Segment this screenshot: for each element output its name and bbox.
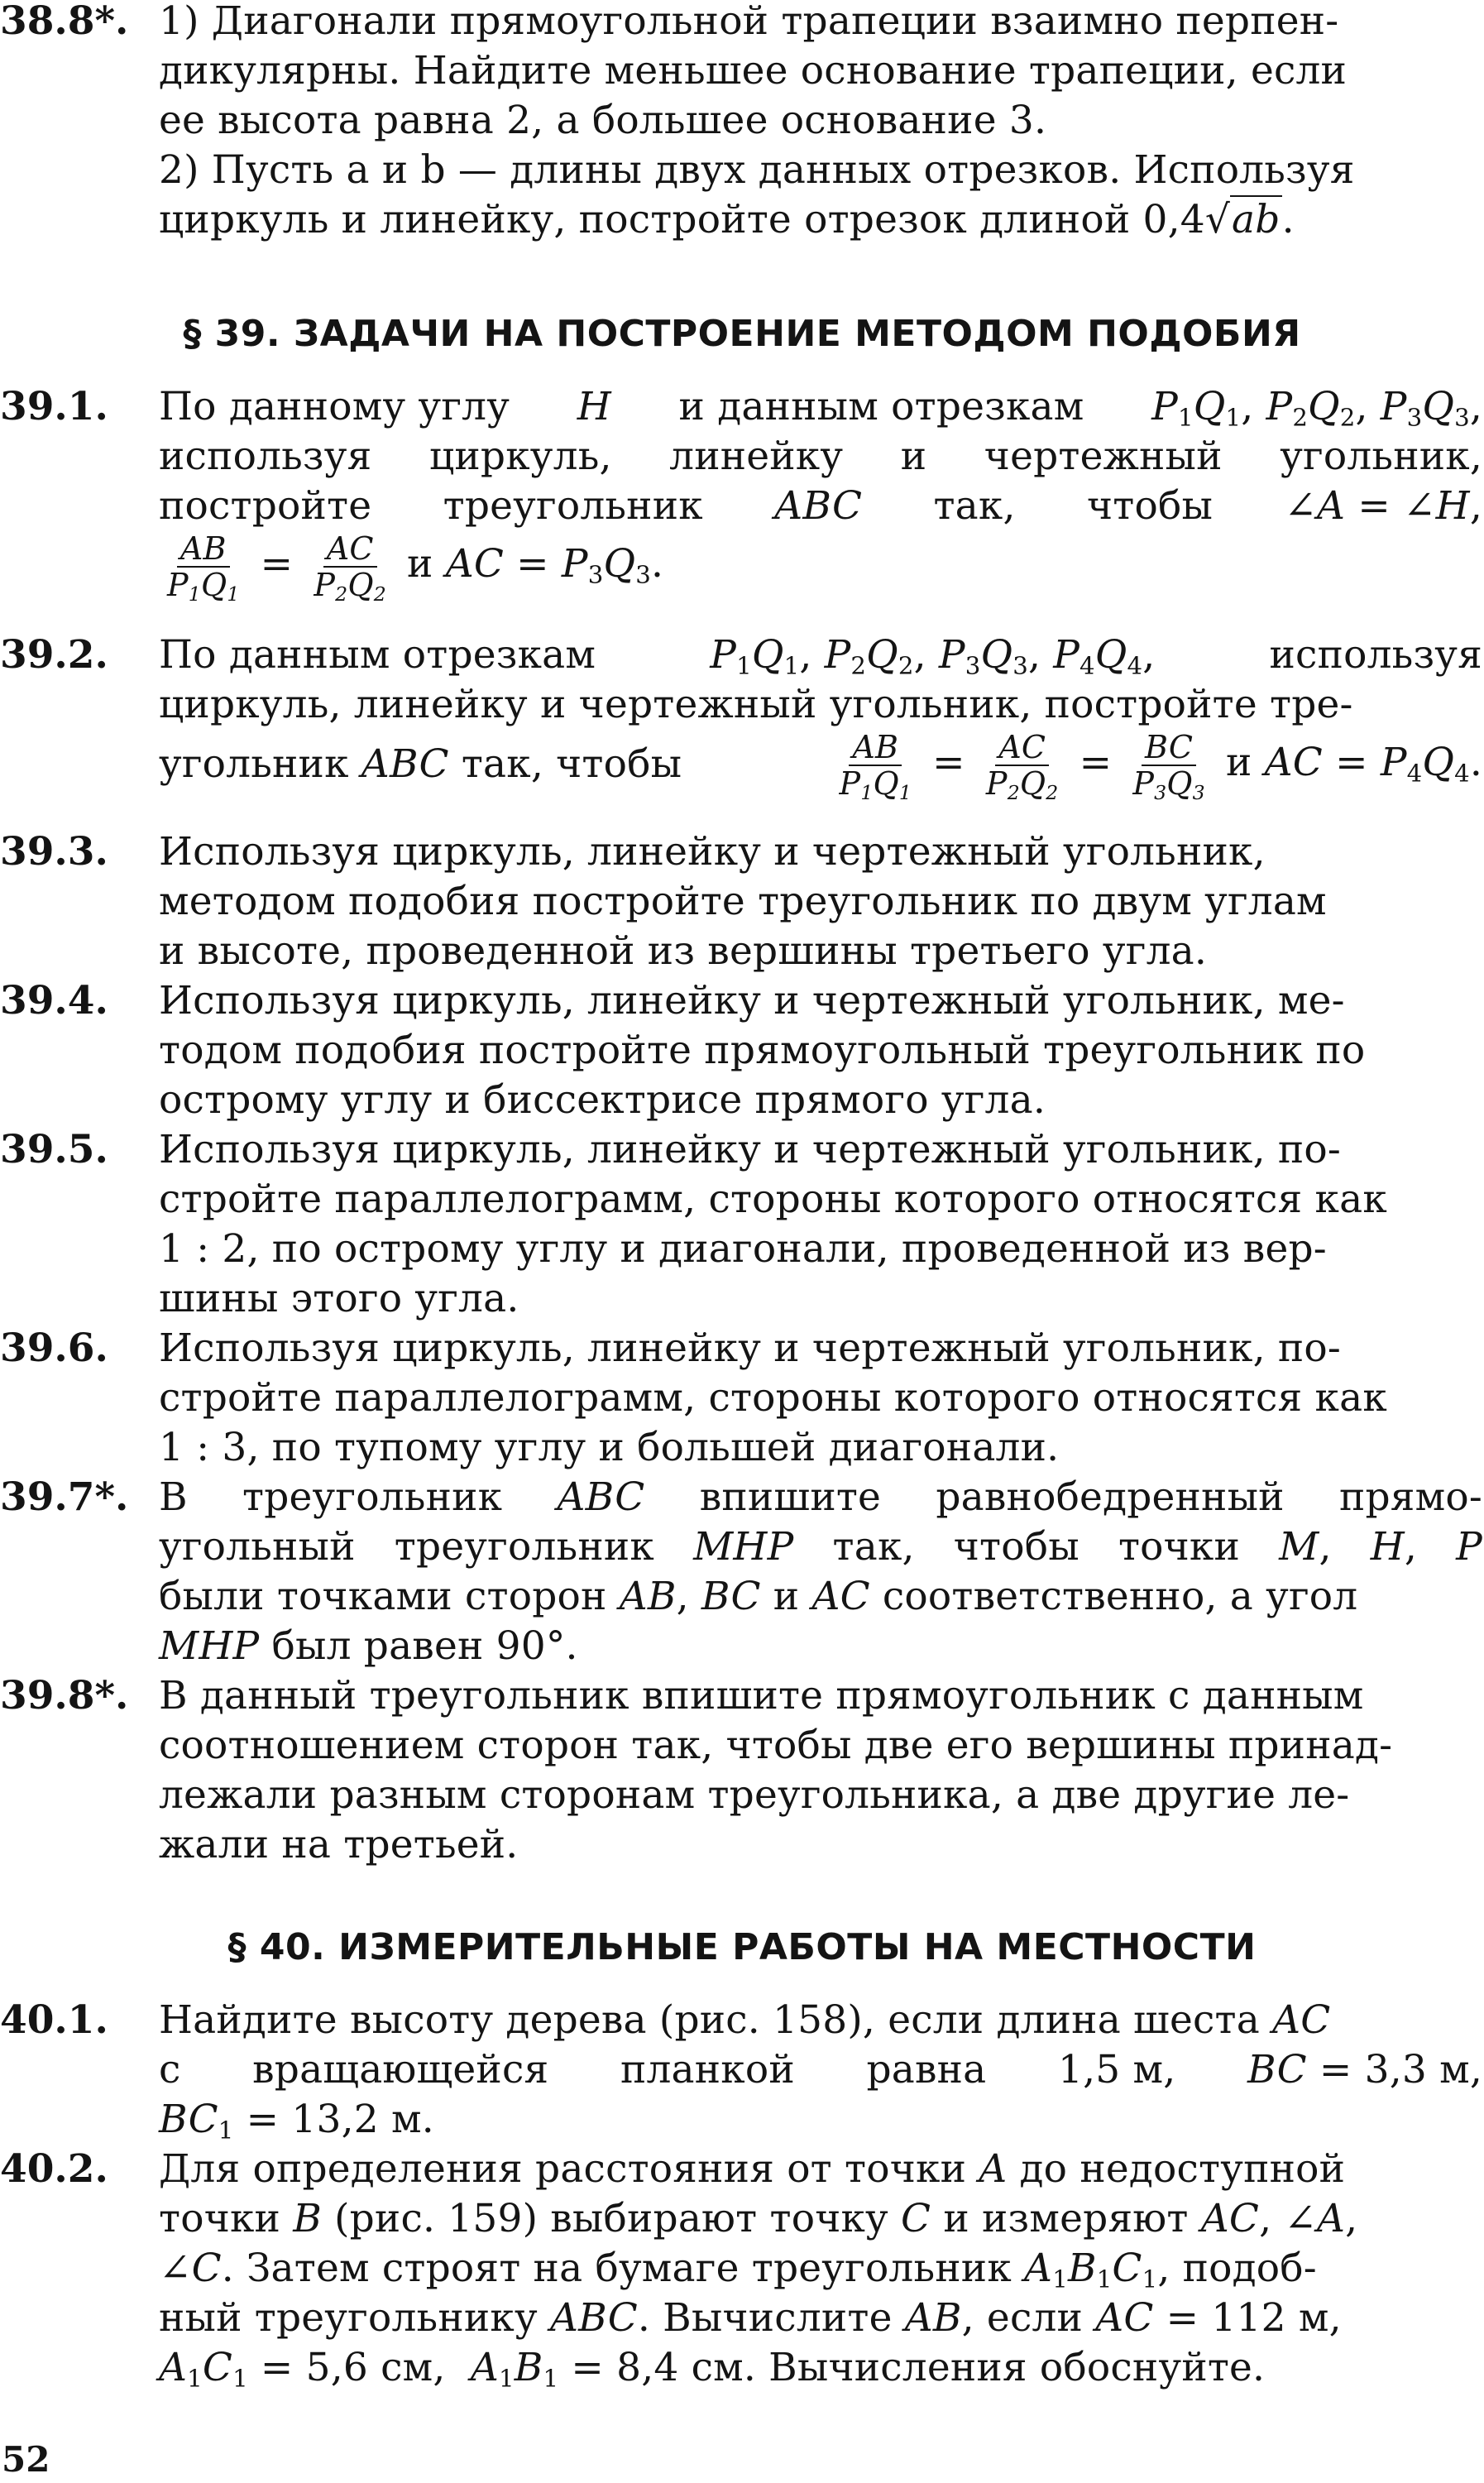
problem-text (159, 976, 1482, 1125)
text-line: Используя циркуль, линейку и чертежный угольник, по- (159, 1127, 1341, 1172)
problem-number: 39.8*. (0, 1673, 129, 1718)
text-line: дикулярны. Найдите меньшее основание трапеции, если (159, 48, 1348, 93)
problem-number: 39.6. (0, 1325, 108, 1371)
text-line: В треугольник ABC впишите равнобедренный прямо- (159, 1474, 1482, 1520)
text-line: шины этого угла. (159, 1276, 519, 1321)
text-line: ∠C. Затем строят на бумаге треугольник $A_1B_1C_1$, подоб- (159, 2246, 1317, 2294)
text-line: Найдите высоту дерева (рис. 158), если длина шеста AC (159, 1997, 1331, 2043)
text-line: В данный треугольник впишите прямоугольник с данным (159, 1673, 1364, 1718)
text-line: угольник ABC так, чтобы $\frac{AB}{P_1Q_1}$ = $\frac{AC}{P_2Q_2}$ = $\frac{BC}{P_3Q_3}$ и AC = $P_4Q_4$. (159, 729, 1482, 804)
page-number: 52 (2, 2439, 50, 2480)
section-title-40: § 40. ИЗМЕРИТЕЛЬНЫЕ РАБОТЫ НА МЕСТНОСТИ (227, 1926, 1257, 1968)
text-line: методом подобия постройте треугольник по двум углам (159, 879, 1327, 924)
fraction-ac-p2q2: $\frac{AC}{P_2Q_2}$ (314, 530, 386, 606)
problem-number: 40.2. (0, 2146, 108, 2192)
problem-text (159, 1671, 1482, 1870)
text-line: были точками сторон AB, BC и AC соответственно, а угол (159, 1574, 1358, 1619)
text-line: ее высота равна 2, а большее основание 3. (159, 98, 1047, 143)
sqrt-expression: ab (1232, 197, 1281, 242)
problem-number: 39.4. (0, 978, 108, 1023)
text-line: Используя циркуль, линейку и чертежный угольник, по- (159, 1325, 1341, 1371)
problem-text (159, 1996, 1482, 2145)
text-line: стройте параллелограмм, стороны которого относятся как (159, 1375, 1387, 1421)
text-line: ный треугольнику ABC. Вычислите AB, если AC = 112 м, (159, 2295, 1342, 2341)
text-line: Для определения расстояния от точки A до недоступной (159, 2146, 1346, 2192)
text-line: тодом подобия постройте прямоугольный треугольник по (159, 1028, 1366, 1073)
problem-number: 40.1. (0, 1997, 108, 2043)
text-line: По данному углу H и данным отрезкам $P_1Q_1$, $P_2Q_2$, $P_3Q_3$, (159, 384, 1482, 432)
problem-text (159, 382, 1482, 606)
text-line: 2) Пусть a и b — длины двух данных отрезков. Используя (159, 147, 1355, 193)
text-line: 1) Диагонали прямоугольной трапеции взаимно перпен- (159, 0, 1339, 44)
fraction-ab-p1q1: $\frac{AB}{P_1Q_1}$ (839, 729, 912, 804)
problem-text (159, 2145, 1482, 2393)
fraction-ac-p2q2: $\frac{AC}{P_2Q_2}$ (985, 729, 1059, 804)
text-line: $BC_1 = 13,2$ м. (159, 2097, 434, 2145)
text-line: 1 : 3, по тупому углу и большей диагонали. (159, 1425, 1060, 1470)
text-line: точки B (рис. 159) выбирают точку C и измеряют AC, ∠A, (159, 2196, 1358, 2241)
text-line: лежали разным сторонам треугольника, а две другие ле- (159, 1772, 1350, 1818)
text-line: Используя циркуль, линейку и чертежный угольник, (159, 829, 1266, 875)
problem-text (159, 827, 1482, 976)
problem-text (159, 1125, 1482, 1324)
fraction-bc-p3q3: $\frac{BC}{P_3Q_3}$ (1132, 729, 1205, 804)
text-line: MHP был равен 90°. (159, 1623, 578, 1669)
text-line: По данным отрезкам $P_1Q_1$, $P_2Q_2$, $P_3Q_3$, $P_4Q_4$, используя (159, 632, 1482, 680)
text-line: $\frac{AB}{P_1Q_1}$ = $\frac{AC}{P_2Q_2}$ и AC = $P_3Q_3$. (159, 531, 1482, 597)
problem-text (159, 1324, 1482, 1473)
problem-text (159, 630, 1482, 804)
problem-text (159, 1473, 1482, 1671)
text-line: 1 : 2, по острому углу и диагонали, проведенной из вер- (159, 1226, 1327, 1272)
text-line: с вращающейся планкой равна 1,5 м, BC = 3,3 м, (159, 2047, 1482, 2092)
text-line: циркуль, линейку и чертежный угольник, постройте тре- (159, 682, 1353, 727)
text-line: жали на третьей. (159, 1822, 519, 1867)
problem-number: 39.7*. (0, 1474, 129, 1520)
problem-number: 39.2. (0, 632, 108, 678)
text-line: и высоте, проведенной из вершины третьего угла. (159, 928, 1208, 974)
problem-number: 39.1. (0, 384, 108, 429)
text-line: Используя циркуль, линейку и чертежный угольник, ме- (159, 978, 1345, 1023)
text-line: циркуль и линейку, постройте отрезок длиной 0,4√ab. (159, 197, 1295, 242)
text-line: используя циркуль, линейку и чертежный угольник, (159, 434, 1482, 479)
text-line: постройте треугольник ABC так, чтобы ∠A = ∠H, (159, 483, 1482, 529)
text-line: $A_1C_1 = 5,6$ см, $A_1B_1 = 8,4$ см. Вычисления обоснуйте. (159, 2345, 1266, 2393)
text-line: стройте параллелограмм, стороны которого относятся как (159, 1177, 1387, 1222)
fraction-ab-p1q1: $\frac{AB}{P_1Q_1}$ (167, 530, 240, 606)
problem-number: 39.5. (0, 1127, 108, 1172)
text-line: угольный треугольник MHP так, чтобы точки M, H, P (159, 1524, 1482, 1570)
text-line: острому углу и биссектрисе прямого угла. (159, 1077, 1046, 1123)
problem-number: 38.8*. (0, 0, 129, 44)
section-title-39: § 39. ЗАДАЧИ НА ПОСТРОЕНИЕ МЕТОДОМ ПОДОБИЯ (183, 313, 1301, 355)
problem-text (159, 0, 1482, 245)
text-line: соотношением сторон так, чтобы две его вершины принад- (159, 1723, 1393, 1768)
problem-number: 39.3. (0, 829, 108, 875)
